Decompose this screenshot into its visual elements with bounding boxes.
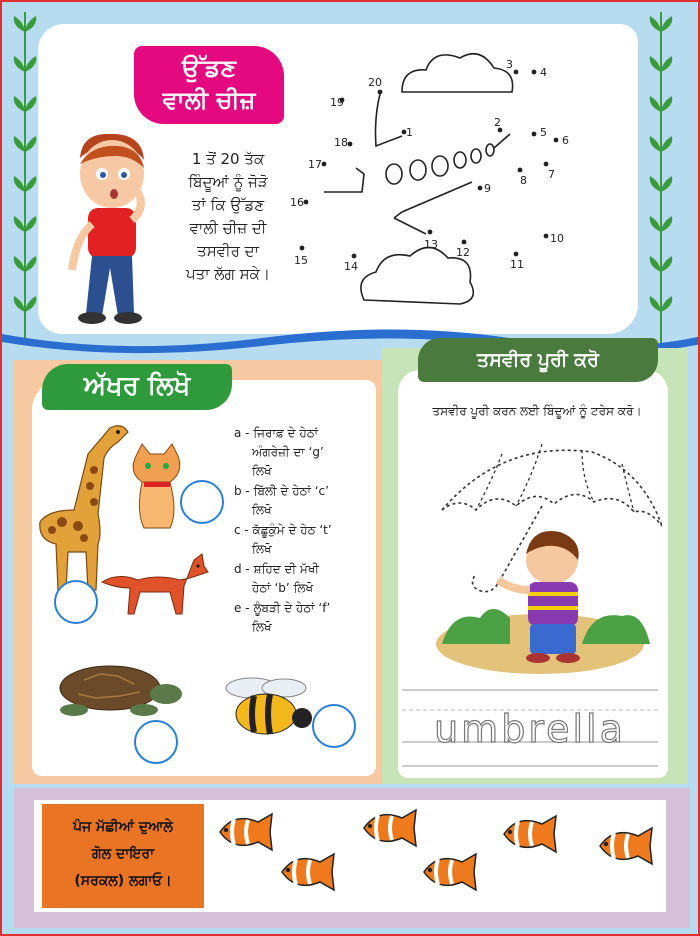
turtle-illustration <box>44 654 184 720</box>
dot-4[interactable] <box>532 70 537 75</box>
answer-circle-turtle[interactable] <box>134 720 178 764</box>
complete-picture-title: ਤਸਵੀਰ ਪੂਰੀ ਕਰੋ <box>418 338 658 382</box>
dot-11[interactable] <box>514 252 519 257</box>
dot-label-1: 1 <box>406 126 413 139</box>
dot-label-9: 9 <box>484 182 491 195</box>
clownfish-1[interactable] <box>214 810 276 854</box>
dot-5[interactable] <box>532 132 537 137</box>
instruction-line: ਵਾਲੀ ਚੀਜ਼ ਦੀ <box>189 219 267 237</box>
dot-label-20: 20 <box>368 76 382 89</box>
task-giraffe: a - ਜਿਰਾਫ਼ ਦੇ ਹੇਠਾਂ ਅੰਗਰੇਜ਼ੀ ਦਾ ‘g’ ਲਿਖੋ <box>234 426 324 478</box>
bush-left <box>442 609 510 644</box>
clownfish-6[interactable] <box>418 850 480 894</box>
clownfish-3[interactable] <box>498 812 560 856</box>
umbrella-ribs-dotted <box>476 444 634 512</box>
dot-6[interactable] <box>554 138 559 143</box>
task-bee: d - ਸ਼ਹਿਦ ਦੀ ਮੱਖੀ ਹੇਠਾਂ ‘b’ ਲਿਖੋ <box>234 562 320 595</box>
dot-15[interactable] <box>300 246 305 251</box>
dot-label-18: 18 <box>334 136 348 149</box>
dot-20[interactable] <box>378 90 383 95</box>
dot-14[interactable] <box>352 254 357 259</box>
right-vine-decoration <box>646 12 676 352</box>
title-line-1: ਉੱਡਣ <box>182 54 236 82</box>
dot-10[interactable] <box>544 234 549 239</box>
flying-object-title <box>134 46 284 124</box>
dot-label-7: 7 <box>548 168 555 181</box>
dot-label-6: 6 <box>562 134 569 147</box>
connect-dots-instruction <box>158 148 298 286</box>
dot-18[interactable] <box>348 142 353 147</box>
boy-shirt <box>528 582 578 626</box>
write-letters-title: ਅੱਖਰ ਲਿਖੋ <box>42 364 232 410</box>
clownfish-2[interactable] <box>358 806 420 850</box>
dot-label-8: 8 <box>520 174 527 187</box>
dot-label-19: 19 <box>330 96 344 109</box>
bee-illustration <box>222 674 318 744</box>
trace-instruction: ਤਸਵੀਰ ਪੂਰੀ ਕਰਨ ਲਈ ਬਿੰਦੂਆਂ ਨੂੰ ਟਰੇਸ ਕਰੋ। <box>432 404 642 418</box>
connect-the-dots-airplane[interactable] <box>284 42 604 332</box>
fox-illustration <box>98 552 210 618</box>
umbrella-edge-dotted <box>442 494 662 526</box>
dot-label-15: 15 <box>294 254 308 267</box>
instruction-line: ਬਿੰਦੂਆਂ ਨੂੰ ਜੋੜੋ <box>188 173 268 191</box>
fish-instruction: ਪੰਜ ਮੱਛੀਆਂ ਦੁਆਲੇ ਗੋਲ ਦਾਇਰਾ (ਸਰਕਲ) ਲਗਾਓ। <box>42 804 204 908</box>
instruction-line: ਤਾਂ ਕਿ ਉੱਡਣ <box>191 196 265 214</box>
instruction-line: 1 ਤੋਂ 20 ਤੱਕ <box>191 150 265 168</box>
thinking-boy-illustration <box>62 128 162 328</box>
left-vine-decoration <box>10 12 40 352</box>
task-turtle: c - ਕੱਛੂਕੁੰਮੇ ਦੇ ਹੇਠ ‘t’ ਲਿਖੋ <box>234 523 332 556</box>
dot-17[interactable] <box>322 162 327 167</box>
dot-label-16: 16 <box>290 196 304 209</box>
dot-label-12: 12 <box>456 246 470 259</box>
plane-line <box>394 182 472 218</box>
dot-label-11: 11 <box>510 258 524 271</box>
task-cat: b - ਬਿੱਲੀ ਦੇ ਹੇਠਾਂ ‘c’ ਲਿਖੋ <box>234 484 329 517</box>
plane-line <box>376 94 403 146</box>
plane-line <box>394 218 426 234</box>
title-line-2: ਵਾਲੀ ਚੀਜ਼ <box>162 86 256 114</box>
dot-8[interactable] <box>518 168 523 173</box>
instruction-line: ਤਸਵੀਰ ਦਾ <box>197 242 259 260</box>
boy-jeans <box>530 624 576 654</box>
cloud-outline <box>402 54 513 92</box>
plane-line <box>324 168 364 192</box>
dot-label-2: 2 <box>494 116 501 129</box>
plane-windows <box>386 144 494 184</box>
dot-7[interactable] <box>544 162 549 167</box>
dot-label-17: 17 <box>308 158 322 171</box>
dot-9[interactable] <box>478 186 483 191</box>
task-fox: e - ਲੂੰਬੜੀ ਦੇ ਹੇਠਾਂ ‘f’ ਲਿਖੋ <box>234 601 331 634</box>
letter-task-list <box>234 424 380 638</box>
dot-12[interactable] <box>462 240 467 245</box>
answer-circle-giraffe[interactable] <box>54 580 98 624</box>
umbrella-top-dotted <box>442 450 662 526</box>
trace-word-umbrella[interactable]: umbrella <box>434 707 626 751</box>
dot-label-13: 13 <box>424 238 438 251</box>
answer-circle-cat[interactable] <box>180 480 224 524</box>
dot-13[interactable] <box>428 230 433 235</box>
plane-line <box>494 134 510 148</box>
dot-label-5: 5 <box>540 126 547 139</box>
answer-circle-bee[interactable] <box>312 704 356 748</box>
dot-label-3: 3 <box>506 58 513 71</box>
dot-3[interactable] <box>514 70 519 75</box>
umbrella-boy-tracing[interactable] <box>432 430 662 680</box>
dot-label-10: 10 <box>550 232 564 245</box>
cat-illustration <box>126 442 186 532</box>
dot-16[interactable] <box>304 200 309 205</box>
dot-label-14: 14 <box>344 260 358 273</box>
dot-label-4: 4 <box>540 66 547 79</box>
clownfish-5[interactable] <box>276 850 338 894</box>
clownfish-4[interactable] <box>594 824 656 868</box>
instruction-line: ਪਤਾ ਲੱਗ ਸਕੇ। <box>185 265 270 283</box>
